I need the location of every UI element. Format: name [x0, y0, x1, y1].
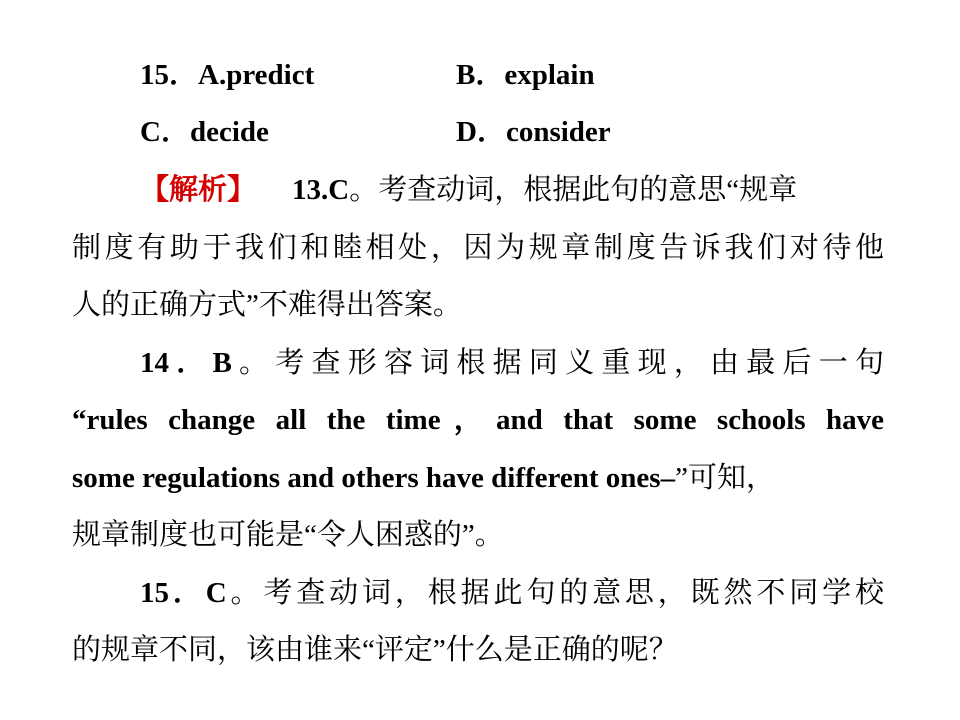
- analysis-14-line-3: [72, 458, 884, 498]
- option-c: C．decide: [140, 116, 269, 148]
- analysis-14-line-2: [72, 400, 884, 440]
- analysis-15-text-1: 。考查动词，根据此句的意思，既然不同学校: [226, 577, 884, 609]
- analysis-13-line-1: [72, 170, 884, 210]
- answer-14: 14．B: [140, 347, 232, 379]
- analysis-14-text-1: 。考查形容词根据同义重现，由最后一句: [231, 347, 884, 379]
- analysis-15-text-2: 的规章不同，该由谁来“评定”什么是正确的呢？: [72, 634, 678, 666]
- analysis-15-line-1: [140, 573, 884, 613]
- option-d: D．consider: [456, 116, 611, 148]
- option-b: B．explain: [456, 59, 595, 91]
- analysis-13-text-1: 。考查动词，根据此句的意思“规章: [349, 174, 798, 206]
- analysis-13-line-3: [72, 285, 884, 325]
- analysis-13-text-2: 制度有助于我们和睦相处，因为规章制度告诉我们对待他: [72, 232, 884, 264]
- analysis-14-dash: –: [660, 462, 676, 494]
- analysis-13-line-2: [72, 228, 884, 268]
- analysis-14-line-1: [140, 343, 884, 383]
- analysis-14-quote-end: some regulations and others have different ones: [72, 462, 661, 494]
- analysis-13-text-3: 人的正确方式”不难得出答案。: [72, 289, 462, 321]
- option-15-a: 15．A.predict: [140, 59, 315, 91]
- analysis-tag: 【解析】: [140, 174, 257, 206]
- answer-15: 15．C: [140, 577, 227, 609]
- answer-13: 13.C: [292, 174, 350, 206]
- analysis-14-text-4: 规章制度也可能是“令人困惑的”。: [72, 519, 504, 551]
- options-row-1: [72, 55, 884, 95]
- options-row-2: [72, 112, 884, 152]
- analysis-15-line-2: [72, 630, 884, 670]
- analysis-14-text-3: ”可知，: [675, 462, 775, 494]
- analysis-14-quote: “rules change all the time，and that some schools have: [72, 404, 884, 436]
- analysis-14-line-4: [72, 515, 884, 555]
